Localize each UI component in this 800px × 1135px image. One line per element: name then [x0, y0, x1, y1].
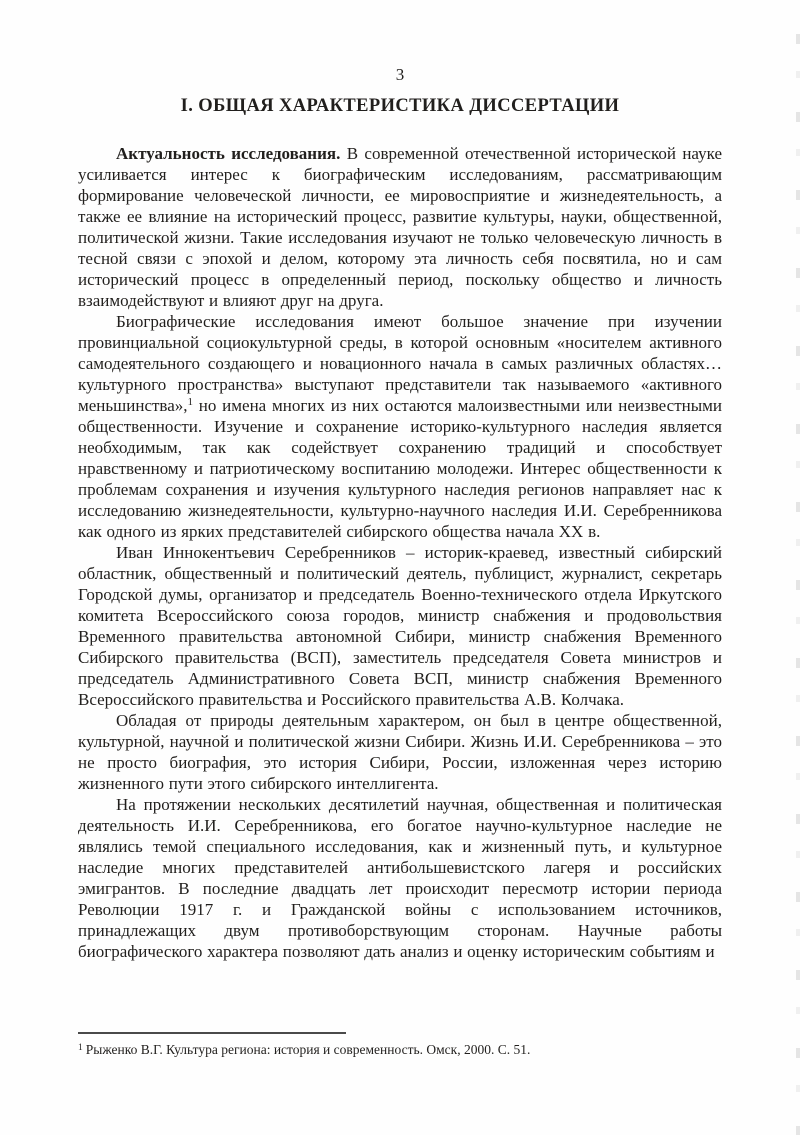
- paragraph-relevance: [78, 143, 722, 311]
- footnote-reference-marker: 1: [187, 396, 194, 408]
- page-number: 3: [395, 65, 405, 84]
- paragraph-biographical-text-after-ref: но имена многих из них остаются малоизвестными или неизвестными общественности. Изучение и сохранение историко-культурного наследия является необходимым, так как содействует сохранению традиций и способствует нравственному и патриотическому воспитанию молодежи. Интерес общественности к проблемам сохранения и изучения культурного наследия регионов направляет нас к исследованию жизнедеятельности, культурно-научного наследия И.И. Серебренникова как одного из ярких представителей сибирского общества начала XX в.: [78, 396, 722, 541]
- footnote-marker: 1: [78, 1043, 83, 1053]
- paragraph-active-character: Обладая от природы деятельным характером, он был в центре общественной, культурной, научной и политической жизни Сибири. Жизнь И.И. Серебренникова – это не просто биография, это история Сибири, России, изложенная через историю жизненного пути этого сибирского интеллигента.: [78, 711, 722, 793]
- scan-edge-artifact: [796, 0, 800, 1135]
- footnote-separator-rule: [78, 1032, 346, 1034]
- footnote-text: Рыженко В.Г. Культура региона: история и современность. Омск, 2000. С. 51.: [85, 1042, 531, 1057]
- footnote: [78, 1041, 722, 1058]
- section-heading: I. ОБЩАЯ ХАРАКТЕРИСТИКА ДИССЕРТАЦИИ: [180, 96, 620, 116]
- paragraph-decades-research: На протяжении нескольких десятилетий научная, общественная и политическая деятельность И.И. Серебренникова, его богатое научно-культурное наследие не являлись темой специального исследования, как и жизненный путь, и культурное наследие многих представителей антибольшевистского лагеря и российских эмигрантов. В последние двадцать лет происходит пересмотр истории периода Революции 1917 г. и Гражданской войны с использованием источников, принадлежащих двум противоборствующим сторонам. Научные работы биографического характера позволяют дать анализ и оценку историческим событиям и: [78, 795, 722, 961]
- paragraph-relevance-text: В современной отечественной исторической науке усиливается интерес к биографическим исследованиям, рассматривающим формирование человеческой личности, ее мировосприятие и жизнедеятельность, а также ее влияние на исторический процесс, развитие культуры, науки, общественной, политической жизни. Такие исследования изучают не только человеческую личность в тесной связи с эпохой и делом, которому эта личность себя посвятила, но и сам исторический процесс в определенный период, поскольку общество и личность взаимодействуют и влияют друг на друга.: [78, 144, 722, 310]
- footnote-block: [78, 1032, 722, 1058]
- paragraph-serebrennikov-biography: Иван Иннокентьевич Серебренников – историк-краевед, известный сибирский областник, общественный и политический деятель, публицист, журналист, секретарь Городской думы, организатор и председатель Военно-технического отдела Иркутского комитета Всероссийского союза городов, министр снабжения и продовольствия Временного правительства автономной Сибири, министр снабжения Временного Сибирского правительства (ВСП), заместитель председателя Совета министров и председатель Административного Совета ВСП, министр снабжения Временного Всероссийского правительства и Российского правительства А.В. Колчака.: [78, 543, 722, 709]
- body-text: [78, 143, 722, 962]
- paragraph-biographical-research: [78, 311, 722, 542]
- paragraph-biographical-text-before-ref: Биографические исследования имеют большое значение при изучении провинциальной социокультурной среды, в которой основным «носителем активного самодеятельного создающего и новационного начала в самых различных областях… культурного пространства» выступают представители так называемого «активного меньшинства»,: [78, 312, 722, 415]
- paragraph-relevance-lead: Актуальность исследования.: [116, 144, 341, 163]
